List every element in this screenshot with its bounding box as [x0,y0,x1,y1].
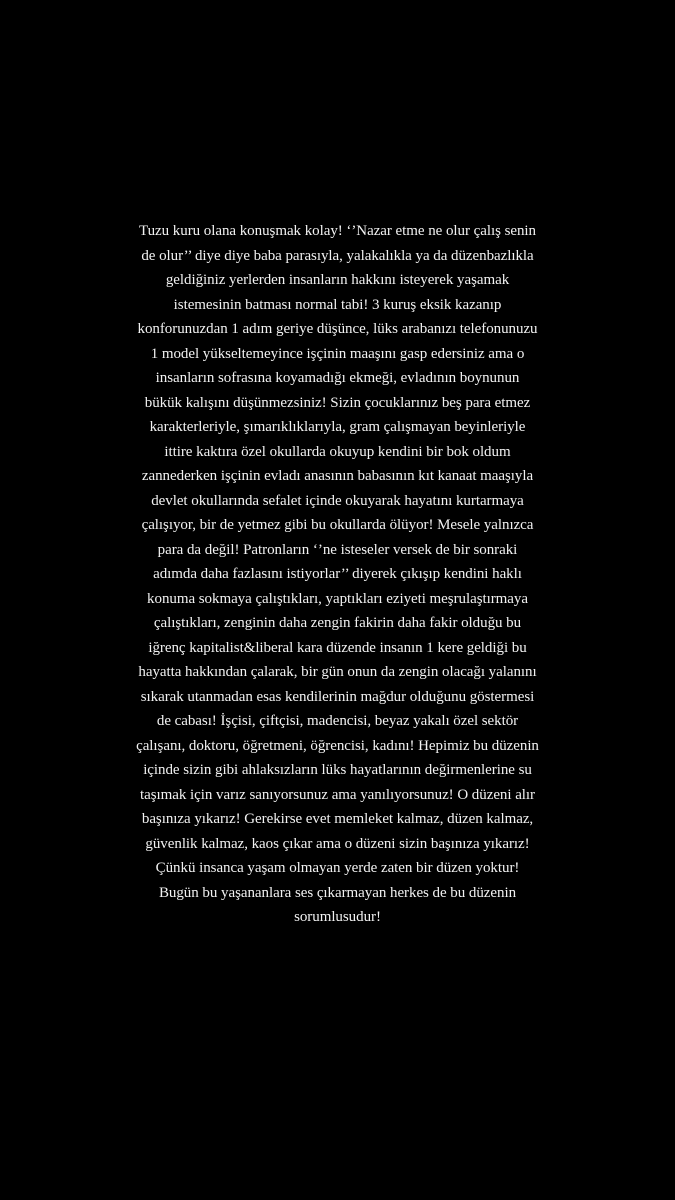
story-text-line: konuma sokmaya çalıştıkları, yaptıkları eziyeti meşrulaştırmaya [147,590,528,607]
story-text-line: insanların sofrasına koyamadığı ekmeği, evladının boynunun [155,370,520,386]
story-text-line: çalışıyor, bir de yetmez gibi bu okullarda ölüyor! Mesele yalnızca [141,517,534,533]
story-text-line: de cabası! İşçisi, çiftçisi, madencisi, beyaz yakalı özel sektör [156,713,519,729]
story-text-line: zannederken işçinin evladı anasının babasının kıt kanaat maaşıyla [141,468,534,484]
story-text-line: güvenlik kalmaz, kaos çıkar ama o düzeni sizin başınıza yıkarız! [145,835,530,852]
story-text-line: bükük kalışını düşünmezsiniz! Sizin çocuklarınız beş para etmez [144,394,531,411]
story-text-line: sıkarak utanmadan esas kendilerinin mağdur olduğunu göstermesi [140,688,535,705]
story-text-line: Çünkü insanca yaşam olmayan yerde zaten bir düzen yoktur! [155,860,520,876]
story-text-line: hayatta hakkından çalarak, bir gün onun da zengin olacağı yalanını [138,664,537,680]
story-text-line: konforunuzdan 1 adım geriye düşünce, lüks arabanızı telefonunuzu [137,321,538,337]
story-text-line: taşımak için varız sanıyorsunuz ama yanılıyorsunuz! O düzeni alır [140,786,535,803]
story-text-line: adımda daha fazlasını istiyorlar’’ diyerek çıkışıp kendini haklı [153,566,522,582]
story-text-line: geldiğiniz yerlerden insanların hakkını isteyerek yaşamak [165,272,510,288]
story-text-line: devlet okullarında sefalet içinde okuyarak hayatını kurtarmaya [151,492,524,509]
story-text-line: Tuzu kuru olana konuşmak kolay! ‘’Nazar etme ne olur çalış senin [139,223,536,239]
story-text-line: istemesinin batması normal tabi! 3 kuruş eksik kazanıp [173,296,502,313]
story-text-line: çalışanı, doktoru, öğretmeni, öğrencisi, kadını! Hepimiz bu düzenin [136,737,539,754]
story-text-line: başınıza yıkarız! Gerekirse evet memleket kalmaz, düzen kalmaz, [141,811,534,827]
story-text-line: içinde sizin gibi ahlaksızların lüks hayatlarının değirmenlerine su [143,762,532,778]
story-text-block [14,219,661,930]
story-text-line: para da değil! Patronların ‘’ne isteseler versek de bir sonraki [157,541,518,558]
story-text-line: Bugün bu yaşananlara ses çıkarmayan herkes de bu düzenin [158,884,517,901]
story-text-line: çalıştıkları, zenginin daha zengin fakirin daha fakir olduğu bu [153,615,522,631]
story-text-line: iğrenç kapitalist&liberal kara düzende insanın 1 kere geldiği bu [148,639,527,656]
story-text-line: sorumlusudur! [294,909,381,925]
story-text-line: 1 model yükseltemeyince işçinin maaşını gasp edersiniz ama o [150,345,525,362]
story-text-line: de olur’’ diye diye baba parasıyla, yalakalıkla ya da düzenbazlıkla [141,247,534,264]
story-text-line: karakterleriyle, şımarıklıklarıyla, gram çalışmayan beyinleriyle [149,419,526,435]
story-text-line: ittire kaktıra özel okullarda okuyup kendini bir bok oldum [164,443,511,460]
